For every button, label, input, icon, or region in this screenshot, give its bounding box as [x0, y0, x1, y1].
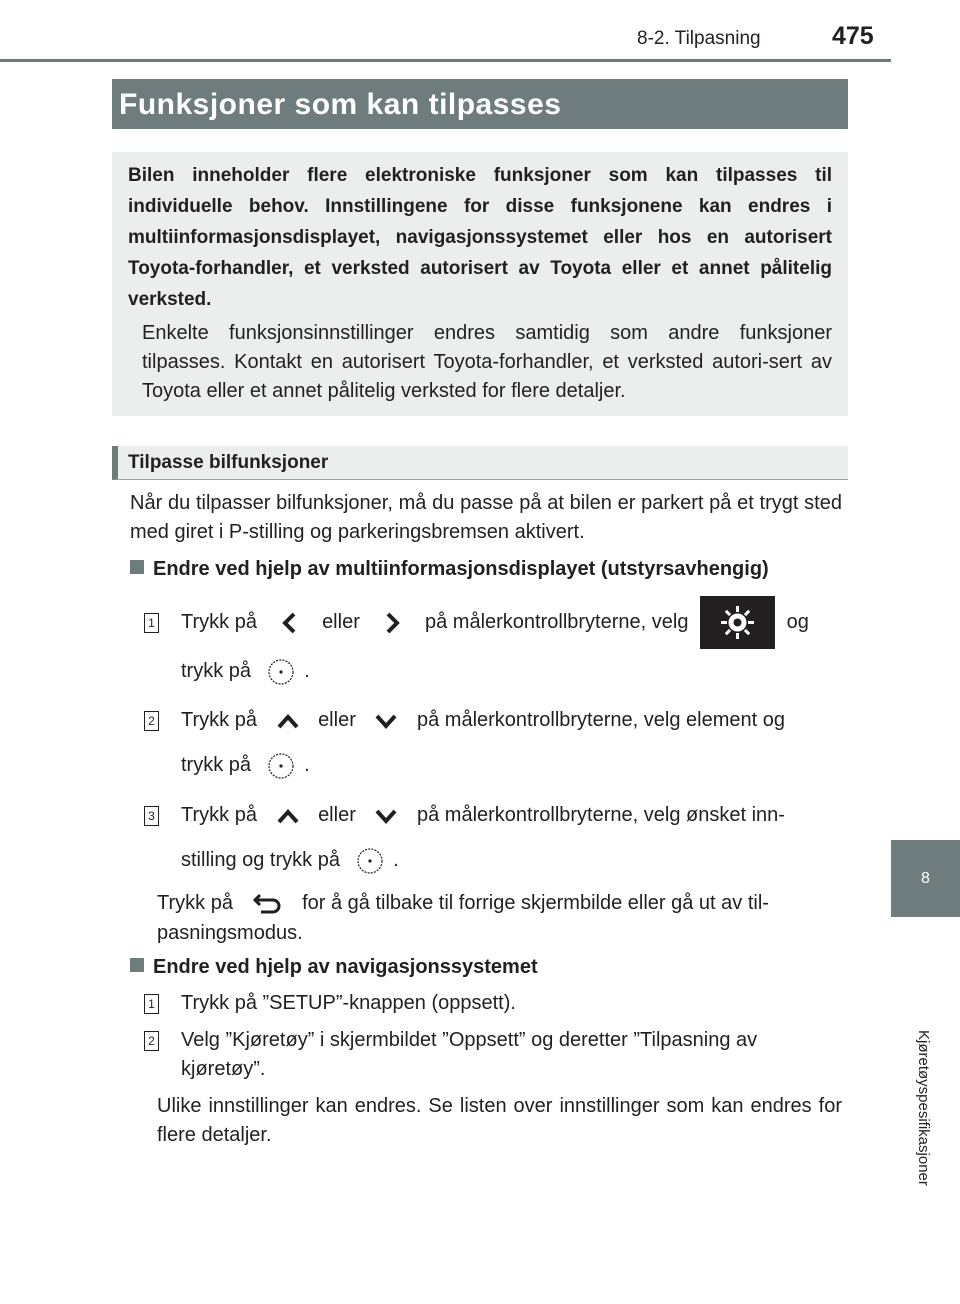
chevron-down-icon [373, 803, 399, 829]
ok-button-icon [267, 752, 295, 780]
step-text: stilling og trykk på [181, 849, 340, 871]
display-method-heading [130, 558, 769, 581]
nav-step-2-text: Velg ”Kjøretøy” i skjermbildet ”Oppsett” og deretter ”Tilpasning av kjøretøy”. [181, 1029, 758, 1080]
chapter-number: 8 [921, 869, 930, 887]
subsection-title: Tilpasse bilfunksjoner [112, 446, 848, 480]
chevron-up-icon [275, 803, 301, 829]
chevron-down-icon [373, 708, 399, 734]
step-text: trykk på [181, 660, 252, 682]
step-number: 2 [144, 711, 159, 731]
step-text: Trykk på [181, 709, 257, 731]
step-text: på målerkontrollbryterne, velg ønsket inn- [416, 804, 785, 826]
step-3-line1 [181, 793, 843, 837]
bullet-square-icon [130, 958, 144, 972]
back-note-line2: pasningsmodus. [157, 922, 303, 944]
chevron-up-icon [275, 708, 301, 734]
chevron-left-icon [277, 610, 303, 636]
header-rule [0, 59, 891, 62]
nav-step-1-text: Trykk på ”SETUP”-knappen (oppsett). [181, 992, 516, 1014]
nav-method-heading-text: Endre ved hjelp av navigasjonssystemet [153, 956, 538, 978]
step-1-line2 [181, 649, 310, 693]
step-2-line2 [181, 743, 310, 787]
chapter-title: Kjøretøyspesifikasjoner [915, 1030, 932, 1186]
nav-note-text: Ulike innstillinger kan endres. Se listen over innstillinger som kan endres for flere detaljer. [157, 1095, 842, 1146]
intro-bold-text: Bilen inneholder flere elektroniske funksjoner som kan tilpasses til individuelle behov. Innstillingene for disse funksjonene kan endres i multiinformasjonsdisplayet, navigasjonssystemet eller hos en autorisert Toyota-forhandler, et verksted autorisert av Toyota eller et annet pålitelig verksted. [128, 165, 832, 310]
step-number: 1 [144, 613, 159, 633]
section-header: 8-2. Tilpasning [637, 28, 761, 49]
step-number: 1 [144, 994, 159, 1014]
step-3-line2 [181, 838, 399, 882]
step-number: 2 [144, 1031, 159, 1051]
display-method-heading-text: Endre ved hjelp av multiinformasjonsdisplayet (utstyrsavhengig) [153, 558, 769, 580]
intro-note-text: Enkelte funksjonsinnstillinger endres samtidig som andre funksjoner tilpasses. Kontakt en autorisert Toyota-forhandler, et verksted autori-sert av Toyota eller et annet pålitelig verksted for flere detaljer. [142, 322, 832, 402]
bullet-square-icon [130, 560, 144, 574]
ok-button-icon [267, 658, 295, 686]
step-text: Trykk på [181, 610, 257, 633]
step-text: eller [322, 610, 360, 633]
page-number: 475 [832, 22, 874, 50]
note-text: for å gå tilbake til forrige skjermbilde eller gå ut av til- [302, 892, 769, 914]
back-arrow-icon [251, 893, 285, 915]
step-text: og [786, 610, 809, 633]
step-text: eller [318, 804, 356, 826]
step-1-line1 [181, 596, 843, 649]
step-number: 3 [144, 806, 159, 826]
step-text: . [304, 660, 310, 682]
step-text: eller [318, 709, 356, 731]
step-text: trykk på [181, 754, 252, 776]
settings-gear-icon [700, 596, 775, 649]
step-text: . [304, 754, 310, 776]
subsection-intro: Når du tilpasser bilfunksjoner, må du passe på at bilen er parkert på et trygt sted med giret i P-stilling og parkeringsbremsen aktivert. [130, 492, 842, 543]
step-text: på målerkontrollbryterne, velg element og [416, 709, 785, 731]
intro-box [112, 152, 848, 416]
step-text: på målerkontrollbryterne, velg [424, 610, 689, 633]
back-note-line1 [157, 889, 842, 918]
step-text: Trykk på [181, 804, 257, 826]
nav-method-heading [130, 956, 538, 979]
note-text: Trykk på [157, 892, 233, 914]
chapter-tab [891, 840, 960, 917]
step-text: . [393, 849, 399, 871]
step-2-line1 [181, 698, 843, 742]
chevron-right-icon [379, 610, 405, 636]
ok-button-icon [356, 847, 384, 875]
page-title: Funksjoner som kan tilpasses [112, 79, 848, 129]
